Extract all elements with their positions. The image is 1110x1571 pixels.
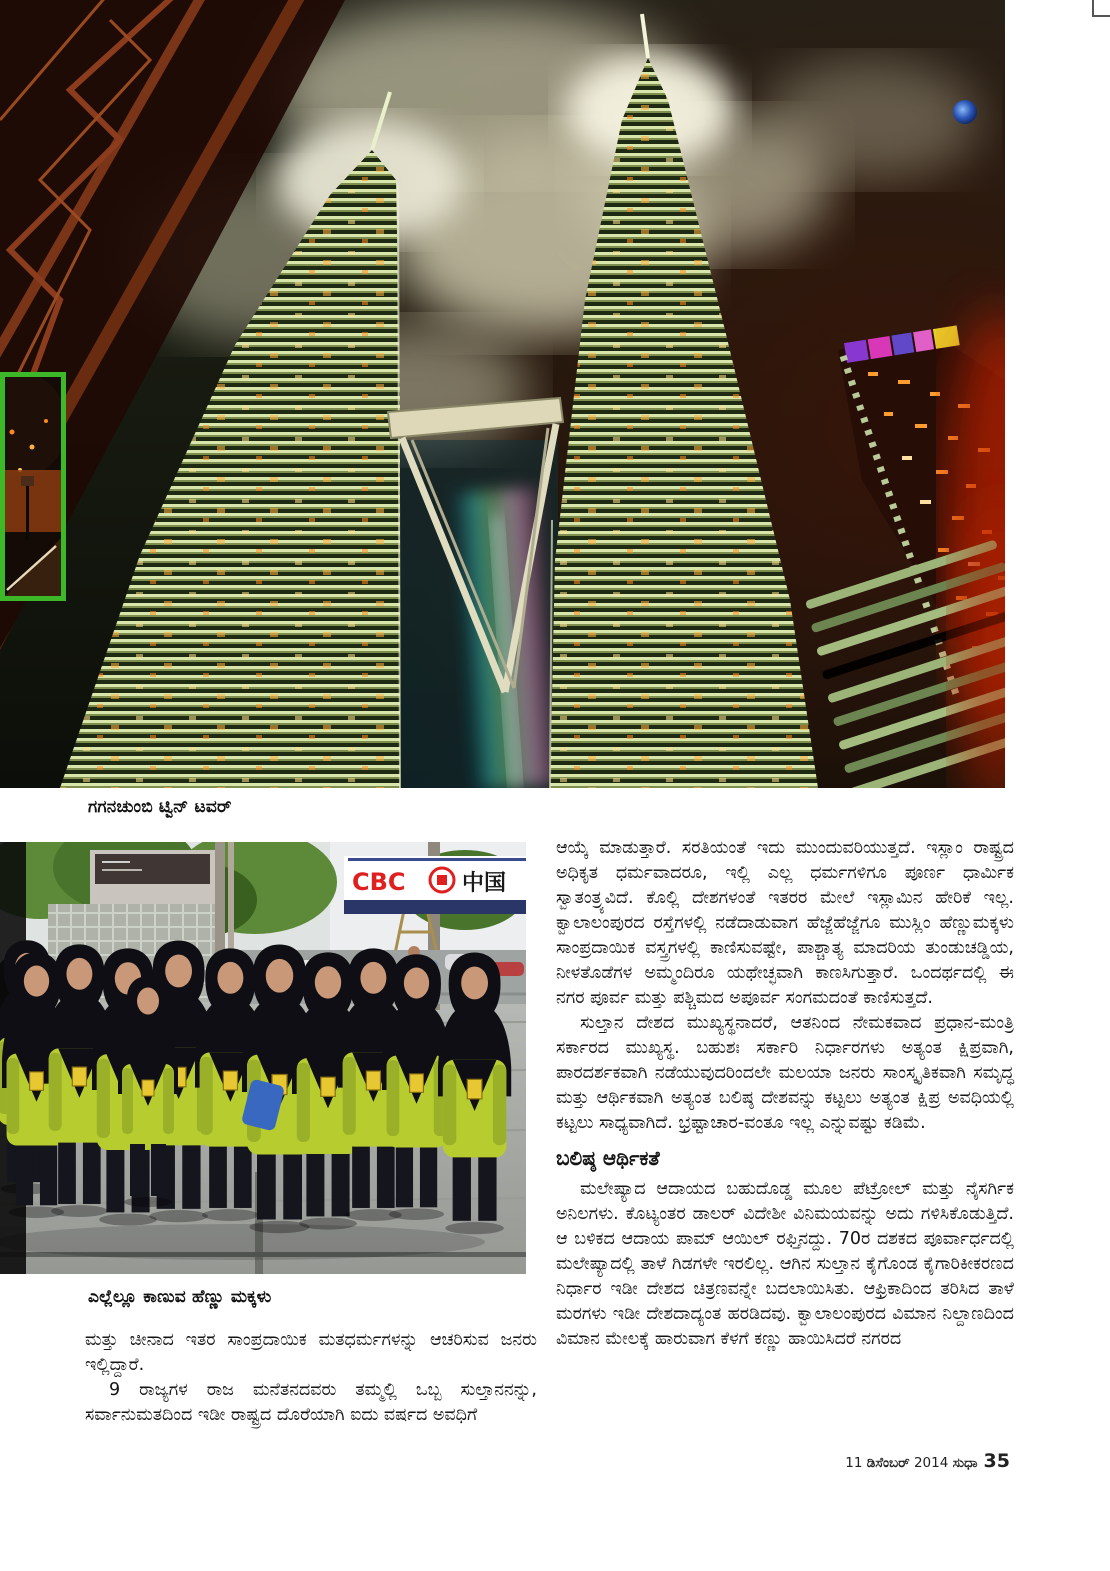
section-heading: ಬಲಿಷ್ಠ ಆರ್ಥಿಕತೆ: [556, 1146, 660, 1170]
corner-mark: [1092, 0, 1110, 17]
body-paragraph: ಮಲೇಷ್ಯಾದ ಆದಾಯದ ಬಹುದೊಡ್ಡ ಮೂಲ ಪೆಟ್ರೋಲ್ ಮತ್ತು ನೈಸರ್ಗಿಕ ಅನಿಲಗಳು. ಕೊಟ್ಯಂತರ ಡಾಲರ್ ವಿದೇಶೀ ವಿನಿಮಯವನ್ನು ಅದು ಗಳಿಸಿಕೊಡುತ್ತಿದೆ. ಆ ಬಳಿಕದ ಆದಾಯ ಪಾಮ್ ಆಯಿಲ್ ರಫ್ತಿನದ್ದು. 70ರ ದಶಕದ ಪೂರ್ವಾರ್ಧದಲ್ಲಿ ಮಲೇಷ್ಯಾದಲ್ಲಿ ತಾಳೆ ಗಿಡಗಳೇ ಇರಲಿಲ್ಲ. ಆಗಿನ ಸುಲ್ತಾನ ಕೈಗೊಂಡ ಕೈಗಾರಿಕೀಕರಣದ ನಿರ್ಧಾರ ಇಡೀ ದೇಶದ ಚಿತ್ರಣವನ್ನೇ ಬದಲಾಯಿಸಿತು. ಆಫ್ರಿಕಾದಿಂದ ತರಿಸಿದ ತಾಳೆ ಮರಗಳು ಇಡೀ ದೇಶದಾದ್ಯಂತ ಹರಡಿದವು. ಕ್ವಾಲಾಲಂಪುರದ ವಿಮಾನ ನಿಲ್ದಾಣದಿಂದ ವಿಮಾನ ಮೇಲಕ್ಕೆ ಹಾರುವಾಗ ಕೆಳಗೆ ಕಣ್ಣು ಹಾಯಿಸಿದರೆ ನಗರದ: [556, 1179, 1014, 1349]
body-paragraph: ಮತ್ತು ಚೀನಾದ ಇತರ ಸಾಂಪ್ರದಾಯಿಕ ಮತಧರ್ಮಗಳನ್ನು ಆಚರಿಸುವ ಜನರು ಇಲ್ಲಿದ್ದಾರೆ.: [85, 1330, 537, 1375]
body-paragraph: 9 ರಾಜ್ಯಗಳ ರಾಜ ಮನೆತನದವರು ತಮ್ಮಲ್ಲಿ ಒಬ್ಬ ಸುಲ್ತಾನನನ್ನು, ಸರ್ವಾನುಮತದಿಂದ ಇಡೀ ರಾಷ್ಟ್ರದ ದೊರೆಯಾಗಿ ಐದು ವರ್ಷದ ಅವಧಿಗೆ: [85, 1380, 537, 1425]
inset-street-photo: [0, 372, 67, 601]
footer-day: 11: [845, 1455, 863, 1471]
girls-caption: ಎಲ್ಲೆಲ್ಲೂ ಕಾಣುವ ಹೆಣ್ಣು ಮಕ್ಕಳು: [88, 1287, 272, 1307]
corner-mark-horizontal: [1092, 15, 1110, 17]
bank-cn-text: 中国: [462, 871, 507, 896]
footer-month: ಡಿಸೆಂಬರ್: [866, 1455, 910, 1471]
right-column: [556, 836, 1014, 1352]
body-paragraph: ಆಯ್ಕೆ ಮಾಡುತ್ತಾರೆ. ಸರತಿಯಂತೆ ಇದು ಮುಂದುವರಿಯುತ್ತದೆ. ಇಸ್ಲಾಂ ರಾಷ್ಟ್ರದ ಅಧಿಕೃತ ಧರ್ಮವಾದರೂ, ಇಲ್ಲಿ ಎಲ್ಲ ಧರ್ಮಗಳಿಗೂ ಪೂರ್ಣ ಧಾರ್ಮಿಕ ಸ್ವಾತಂತ್ರ್ಯವಿದೆ. ಕೊಲ್ಲಿ ದೇಶಗಳಂತೆ ಇತರರ ಮೇಲೆ ಇಸ್ಲಾಮಿನ ಹೇರಿಕೆ ಇಲ್ಲ. ಕ್ವಾಲಾಲಂಪುರದ ರಸ್ತೆಗಳಲ್ಲಿ ನಡೆದಾಡುವಾಗ ಹೆಜ್ಜೆಹೆಜ್ಜೆಗೂ ಮುಸ್ಲಿಂ ಹೆಣ್ಣುಮಕ್ಕಳು ಸಾಂಪ್ರದಾಯಿಕ ವಸ್ತ್ರಗಳಲ್ಲಿ ಕಾಣಿಸುವಷ್ಟೇ, ಪಾಶ್ಚಾತ್ಯ ಮಾದರಿಯ ತುಂಡುಚಡ್ಡಿಯ, ನೀಳತೊಡೆಗಳ ಅಮ್ಮಂದಿರೂ ಯಥೇಚ್ಛವಾಗಿ ಕಾಣಸಿಗುತ್ತಾರೆ. ಒಂದರ್ಥದಲ್ಲಿ ಈ ನಗರ ಪೂರ್ವ ಮತ್ತು ಪಶ್ಚಿಮದ ಅಪೂರ್ವ ಸಂಗಮದಂತೆ ಕಾಣಿಸುತ್ತದೆ.: [556, 838, 1014, 1008]
body-paragraph: ಸುಲ್ತಾನ ದೇಶದ ಮುಖ್ಯಸ್ಥನಾದರೆ, ಆತನಿಂದ ನೇಮಕವಾದ ಪ್ರಧಾನ-ಮಂತ್ರಿ ಸರ್ಕಾರದ ಮುಖ್ಯಸ್ಥ. ಬಹುಶಃ ಸರ್ಕಾರಿ ನಿರ್ಧಾರಗಳು ಅತ್ಯಂತ ಕ್ಷಿಪ್ರವಾಗಿ, ಪಾರದರ್ಶಕವಾಗಿ ನಡೆಯುವುದರಿಂದಲೇ ಮಲಯಾ ಜನರು ಸಾಂಸ್ಕೃತಿಕವಾಗಿ ಸಮೃದ್ಧ ಮತ್ತು ಆರ್ಥಿಕವಾಗಿ ಅತ್ಯಂತ ಬಲಿಷ್ಠ ದೇಶವನ್ನು ಕಟ್ಟಲು ಅತ್ಯಂತ ಕ್ಷಿಪ್ರ ಅವಧಿಯಲ್ಲಿ ಕಟ್ಟಲು ಸಾಧ್ಯವಾಗಿದೆ. ಭ್ರಷ್ಟಾಚಾರ-ವಂತೂ ಇಲ್ಲ ಎನ್ನುವಷ್ಟು ಕಡಿಮೆ.: [556, 1013, 1014, 1133]
icbc-sign: [344, 856, 526, 914]
page-footer: [845, 1450, 1010, 1472]
icbc-text: CBC: [352, 868, 406, 896]
schoolgirls-photo: [0, 842, 526, 1274]
petronas-towers-photo: [0, 0, 1005, 788]
footer-year: 2014: [913, 1455, 949, 1471]
group-shadow: [0, 1224, 485, 1260]
moon-orb: [953, 100, 977, 124]
footer-magazine: ಸುಧಾ: [952, 1455, 978, 1471]
left-column: [85, 1328, 537, 1428]
footer-page-number: 35: [983, 1450, 1010, 1472]
towers-caption: ಗಗನಚುಂಬಿ ಟ್ವಿನ್ ಟವರ್: [88, 797, 232, 817]
